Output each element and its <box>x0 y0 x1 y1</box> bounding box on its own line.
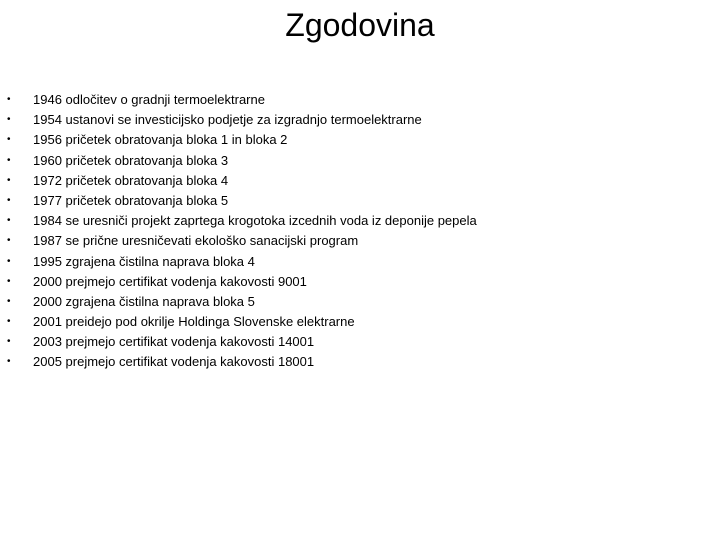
list-item-text: 1977 pričetek obratovanja bloka 5 <box>33 192 229 208</box>
bullet-icon: • <box>7 356 11 368</box>
bullet-icon: • <box>7 94 11 105</box>
bullet-icon: • <box>7 295 11 307</box>
bullet-icon: • <box>7 235 11 247</box>
list-item-text: 2000 prejmejo certifikat vodenja kakovosti 9001 <box>33 273 307 289</box>
bullet-icon: • <box>7 316 11 328</box>
bullet-icon: • <box>7 215 11 227</box>
list-item-text: 1972 pričetek obratovanja bloka 4 <box>33 172 229 188</box>
list-item-text: 1956 pričetek obratovanja bloka 1 in bloka 2 <box>33 132 288 148</box>
bullet-icon: • <box>7 194 11 206</box>
bullet-icon: • <box>7 336 11 348</box>
list-item-text: 1984 se uresniči projekt zaprtega krogotoka izcednih voda iz deponije pepela <box>33 213 477 229</box>
bullet-icon: • <box>7 134 11 146</box>
list-item-text: 2005 prejmejo certifikat vodenja kakovosti 18001 <box>33 354 315 370</box>
slide-title: Zgodovina <box>285 7 435 43</box>
list-item-text: 1946 odločitev o gradnji termoelektrarne <box>33 92 265 107</box>
bullet-icon: • <box>7 275 11 287</box>
list-item-text: 1954 ustanovi se investicijsko podjetje za izgradnjo termoelektrarne <box>33 112 422 128</box>
list-item-text: 2000 zgrajena čistilna naprava bloka 5 <box>33 293 255 309</box>
list-item-text: 2003 prejmejo certifikat vodenja kakovosti 14001 <box>33 334 315 350</box>
list-item-text: 1995 zgrajena čistilna naprava bloka 4 <box>33 253 255 269</box>
list-item-text: 1960 pričetek obratovanja bloka 3 <box>33 152 229 168</box>
list-item-text: 1987 se prične uresničevati ekološko sanacijski program <box>33 233 359 249</box>
bullet-icon: • <box>7 255 11 267</box>
bullet-icon: • <box>7 154 11 166</box>
bullet-icon: • <box>7 114 11 126</box>
bullet-icon: • <box>7 174 11 186</box>
list-item-text: 2001 preidejo pod okrilje Holdinga Slovenske elektrarne <box>33 314 355 330</box>
